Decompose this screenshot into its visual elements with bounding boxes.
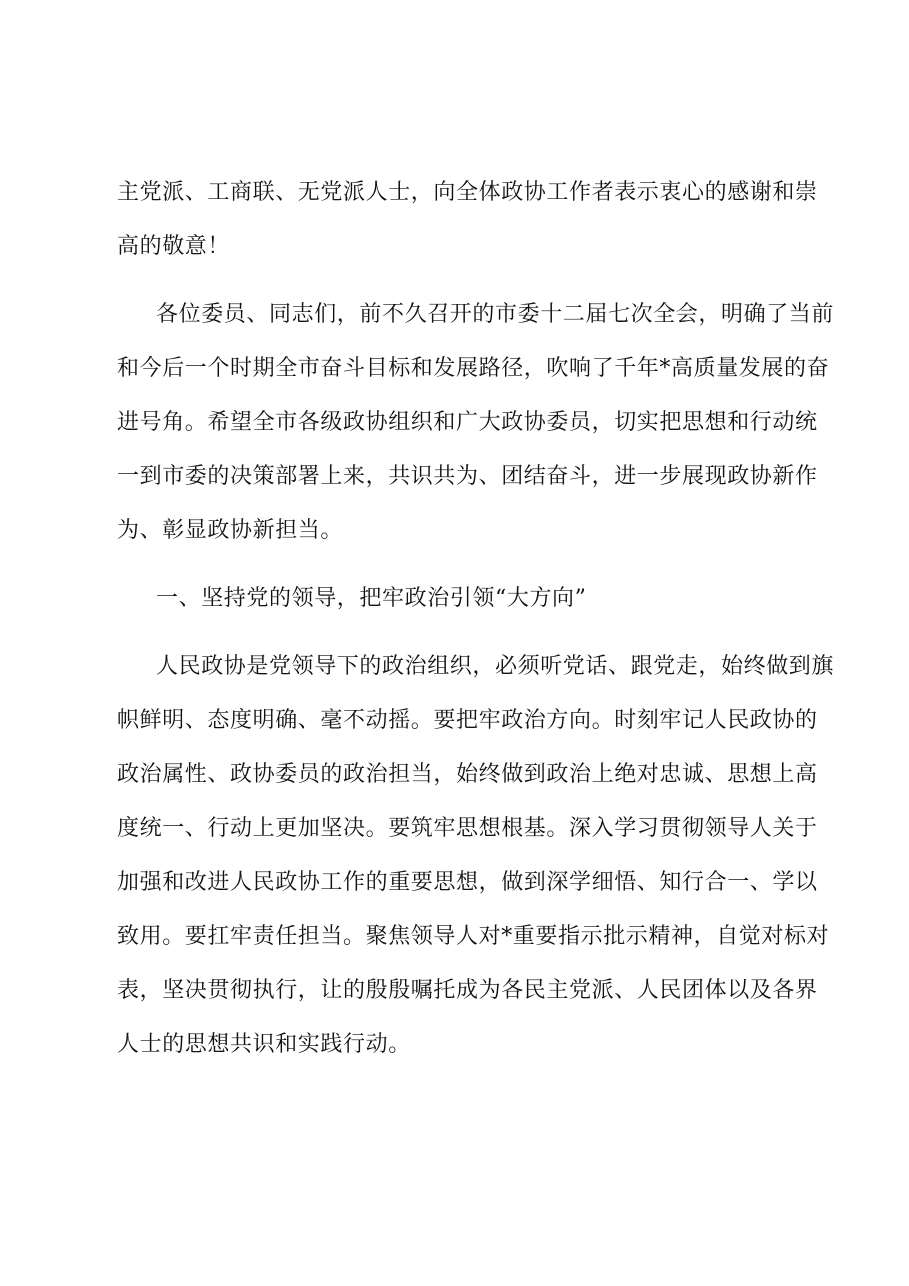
text-line: 人民政协是党领导下的政治组织，必须听党话、跟党走，始终做到旗 — [156, 654, 835, 679]
text-line: 人士的思想共识和实践行动。 — [117, 1032, 411, 1057]
text-line: 一到市委的决策部署上来，共识共为、团结奋斗，进一步展现政协新作 — [117, 464, 818, 489]
text-line: 政治属性、政协委员的政治担当，始终做到政治上绝对忠诚、思想上高 — [117, 762, 818, 787]
text-line: 帜鲜明、态度明确、毫不动摇。要把牢政治方向。时刻牢记人民政协的 — [117, 708, 818, 733]
section-heading: 一、坚持党的领导，把牢政治引领“大方向” — [156, 586, 587, 611]
text-line: 致用。要扛牢责任担当。聚焦领导人对*重要指示批示精神，自觉对标对 — [117, 924, 830, 949]
text-line: 各位委员、同志们，前不久召开的市委十二届七次全会，明确了当前 — [156, 302, 835, 327]
text-line: 度统一、行动上更加坚决。要筑牢思想根基。深入学习贯彻领导人关于 — [117, 816, 818, 841]
text-line: 高的敬意！ — [117, 234, 231, 259]
text-line: 进号角。希望全市各级政协组织和广大政协委员，切实把思想和行动统 — [117, 410, 818, 435]
text-line: 为、彰显政协新担当。 — [117, 518, 344, 543]
text-line: 加强和改进人民政协工作的重要思想，做到深学细悟、知行合一、学以 — [117, 870, 818, 895]
text-line: 主党派、工商联、无党派人士，向全体政协工作者表示衷心的感谢和崇 — [117, 180, 818, 205]
text-line: 和今后一个时期全市奋斗目标和发展路径，吹响了千年*高质量发展的奋 — [117, 356, 830, 381]
text-line: 表，坚决贯彻执行，让的殷殷嘱托成为各民主党派、人民团体以及各界 — [117, 978, 818, 1003]
